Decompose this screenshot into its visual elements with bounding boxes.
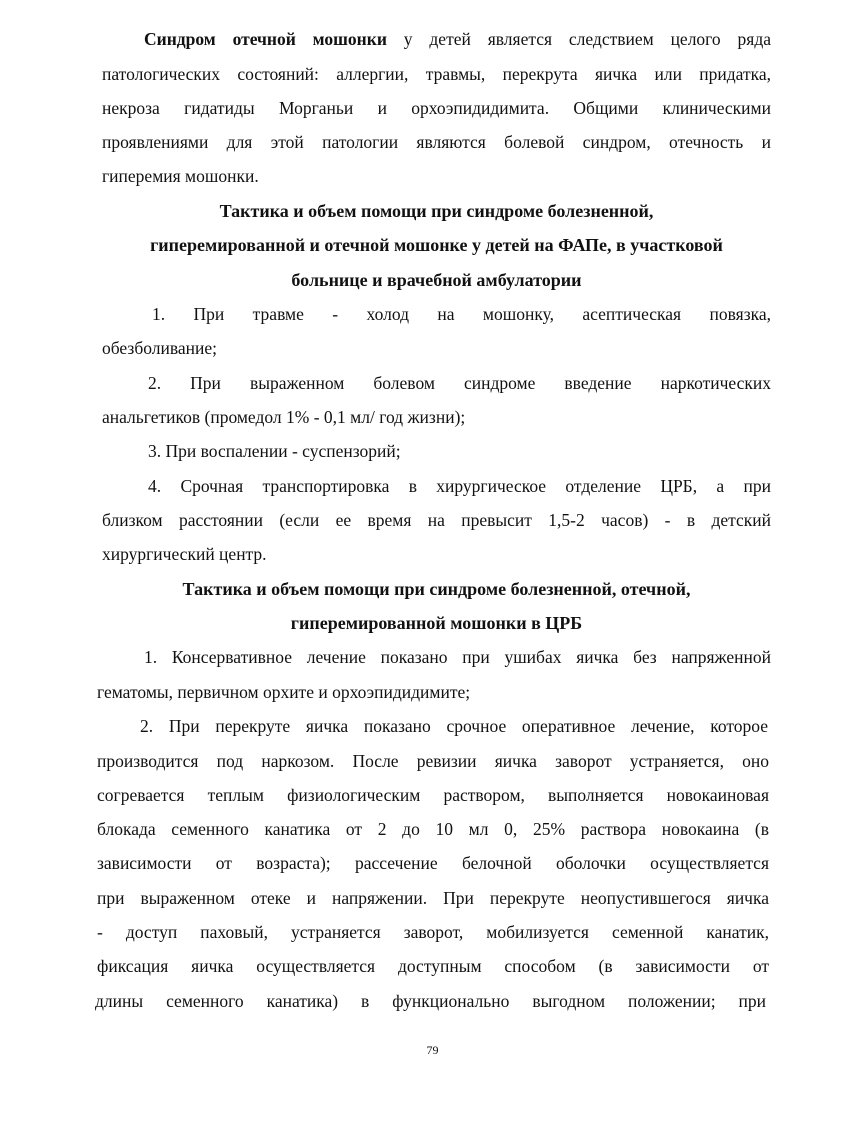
- list1-item2-line-2: анальгетиков (промедол 1% - 0,1 мл/ год жизни);: [102, 407, 466, 427]
- list2-item2-line-1: 2. При перекруте яичка показано срочное оперативное лечение, которое: [140, 716, 768, 736]
- list2-item2-line-7: - доступ паховый, устраняется заворот, мобилизуется семенной канатик,: [97, 922, 769, 942]
- list1-item4-line-3: хирургический центр.: [102, 544, 267, 564]
- intro-line-1-rest: у детей является следствием целого ряда: [403, 29, 772, 49]
- heading1-line-3: больнице и врачебной амбулатории: [291, 270, 582, 290]
- list2-item2-line-8: фиксация яичка осуществляется доступным способом (в зависимости от: [97, 956, 769, 976]
- list1-item4-line-2: близком расстоянии (если ее время на превысит 1,5-2 часов) - в детский: [102, 510, 771, 530]
- heading1-line-1: Тактика и объем помощи при синдроме болезненной,: [219, 201, 654, 221]
- page-number: 79: [426, 1043, 439, 1057]
- heading2-line-2: гиперемированной мошонки в ЦРБ: [290, 613, 583, 633]
- list2-item1-line-1: 1. Консервативное лечение показано при ушибах яичка без напряженной: [144, 647, 771, 667]
- list1-item2-line-1: 2. При выраженном болевом синдроме введение наркотических: [148, 373, 771, 393]
- list2-item2-line-9: длины семенного канатика) в функционально выгодном положении; при: [95, 991, 766, 1011]
- intro-bold-term: Синдром отечной мошонки: [144, 29, 387, 49]
- list2-item2-line-2: производится под наркозом. После ревизии яичка заворот устраняется, оно: [97, 751, 769, 771]
- intro-line-3: некроза гидатиды Морганьи и орхоэпидидимита. Общими клиническими: [102, 98, 771, 118]
- list1-item1-line-1: 1. При травме - холод на мошонку, асептическая повязка,: [152, 304, 771, 324]
- list2-item1-line-2: гематомы, первичном орхите и орхоэпидидимите;: [97, 682, 471, 702]
- heading1-line-2: гиперемированной и отечной мошонке у детей на ФАПе, в участковой: [150, 235, 723, 255]
- list2-item2-line-4: блокада семенного канатика от 2 до 10 мл 0, 25% раствора новокаина (в: [97, 819, 769, 839]
- list2-item2-line-5: зависимости от возраста); рассечение белочной оболочки осуществляется: [97, 853, 769, 873]
- intro-line-2: патологических состояний: аллергии, травмы, перекрута яичка или придатка,: [102, 64, 771, 84]
- list2-item2-line-3: согревается теплым физиологическим раствором, выполняется новокаиновая: [97, 785, 769, 805]
- intro-line-1: [144, 22, 771, 56]
- intro-line-4: проявлениями для этой патологии являются болевой синдром, отечность и: [102, 132, 771, 152]
- heading2-line-1: Тактика и объем помощи при синдроме болезненной, отечной,: [182, 579, 691, 599]
- list2-item2-line-6: при выраженном отеке и напряжении. При перекруте неопустившегося яичка: [97, 888, 769, 908]
- intro-line-5: гиперемия мошонки.: [102, 166, 259, 186]
- list1-item3: 3. При воспалении - суспензорий;: [148, 441, 401, 461]
- list1-item4-line-1: 4. Срочная транспортировка в хирургическое отделение ЦРБ, а при: [148, 476, 771, 496]
- list1-item1-line-2: обезболивание;: [102, 338, 217, 358]
